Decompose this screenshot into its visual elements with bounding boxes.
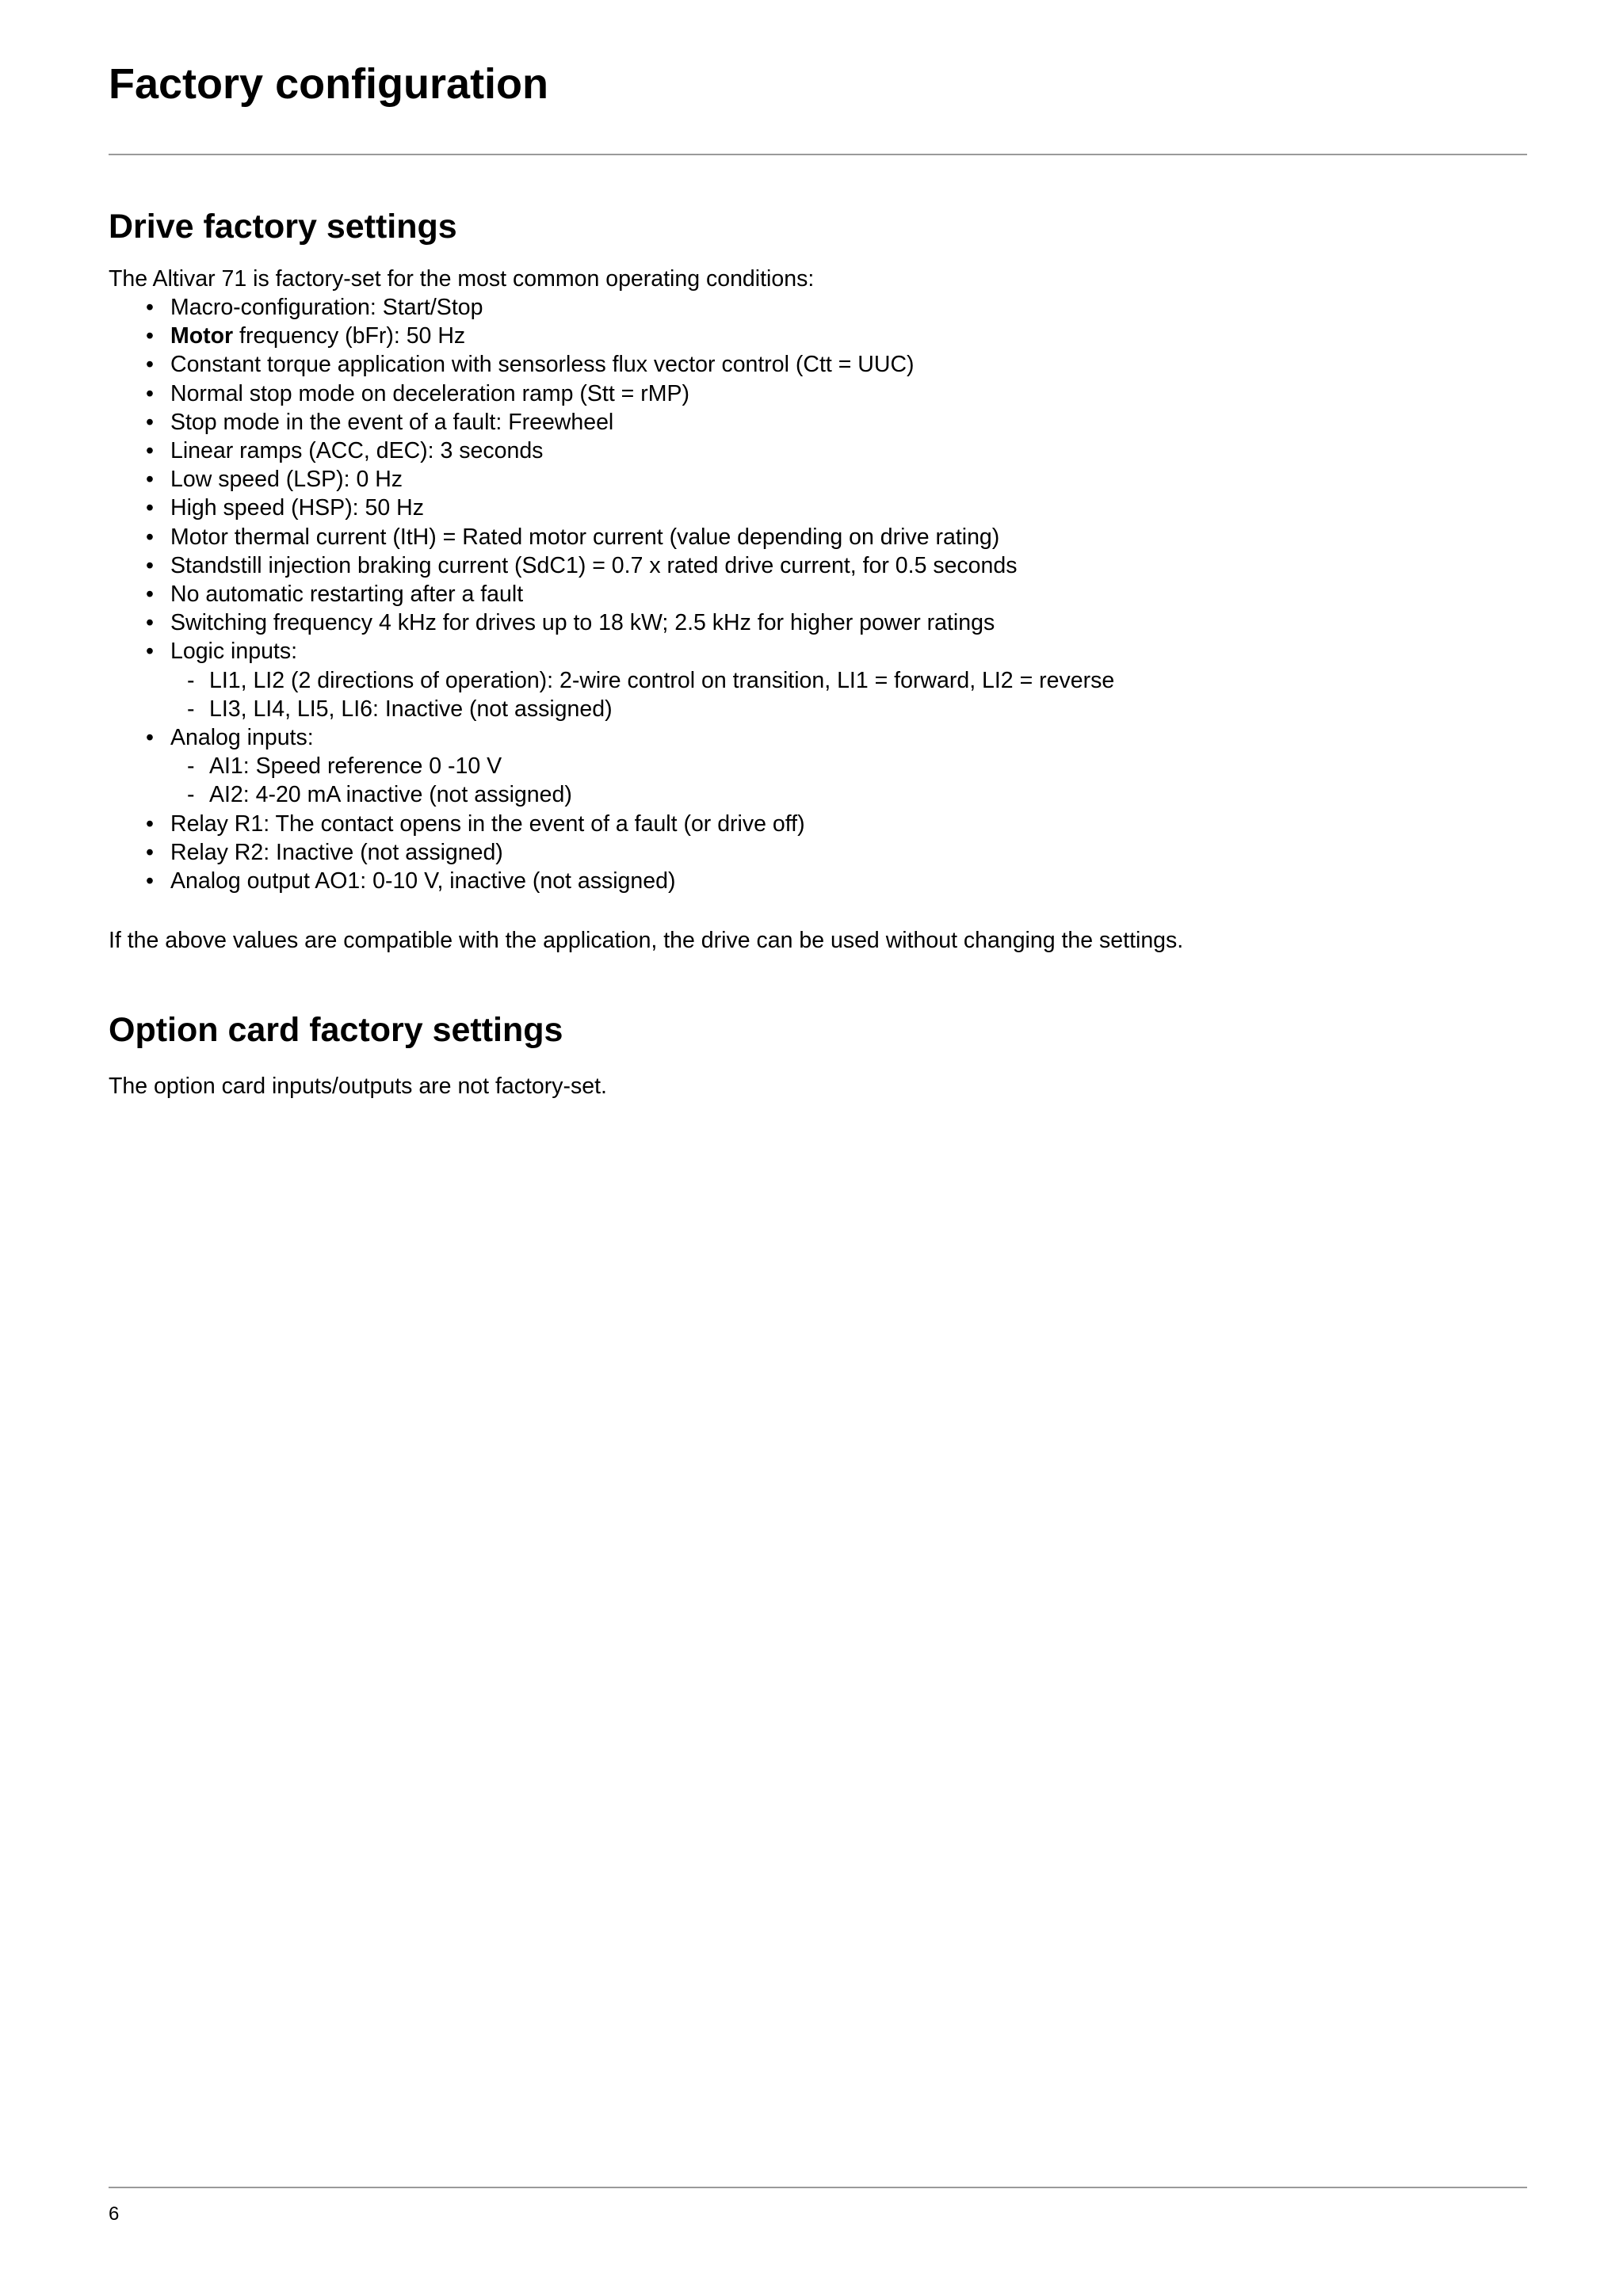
list-item: [109, 838, 1114, 867]
bullet-marker: •: [146, 610, 154, 636]
bullet-marker: •: [146, 810, 154, 837]
bullet-marker: •: [146, 323, 154, 349]
drive-settings-list: [109, 293, 1114, 895]
list-item-text: Macro-configuration: Start/Stop: [170, 295, 483, 320]
list-item-text: No automatic restarting after a fault: [170, 582, 524, 608]
list-item: [109, 437, 1114, 465]
bullet-marker: •: [146, 639, 154, 665]
list-item: [109, 608, 1114, 637]
list-item-text: Stop mode in the event of a fault: Freewheel: [170, 409, 614, 435]
list-item-text: Standstill injection braking current (SdC1) = 0.7 x rated drive current, for 0.5 seconds: [170, 552, 1018, 578]
dash-marker: -: [187, 753, 195, 780]
list-item-text: High speed (HSP): 50 Hz: [170, 495, 424, 521]
list-item: [109, 523, 1114, 551]
list-item-text: LI1, LI2 (2 directions of operation): 2-wire control on transition, LI1 = forward, LI2 = reverse: [209, 667, 1115, 693]
list-item-text: AI1: Speed reference 0 -10 V: [209, 753, 502, 780]
list-item: [109, 551, 1114, 580]
bullet-marker: •: [146, 495, 154, 521]
list-item-text: Analog output AO1: 0-10 V, inactive (not assigned): [170, 868, 676, 894]
bullet-marker: •: [146, 438, 154, 464]
list-item-emphasis: Motor: [170, 323, 234, 349]
list-item: [109, 637, 1114, 666]
sub-list-item: [109, 695, 1114, 723]
list-item-text: Relay R1: The contact opens in the event of a fault (or drive off): [170, 810, 805, 837]
page-number: 6: [109, 2203, 120, 2225]
bullet-marker: •: [146, 295, 154, 320]
bullet-marker: •: [146, 725, 154, 751]
dash-marker: -: [187, 696, 195, 722]
footer-divider: [109, 2187, 1527, 2188]
list-item: [109, 810, 1114, 838]
sub-list-item: [109, 780, 1114, 809]
list-item-text: Motor thermal current (ItH) = Rated motor current (value depending on drive rating): [170, 524, 1000, 550]
list-item: [109, 494, 1114, 522]
bullet-marker: •: [146, 552, 154, 578]
list-item-text: LI3, LI4, LI5, LI6: Inactive (not assigned): [209, 696, 613, 722]
list-item: [109, 350, 1114, 379]
list-item: [109, 723, 1114, 752]
bullet-marker: •: [146, 380, 154, 406]
list-item-text: Analog inputs:: [170, 725, 314, 751]
dash-marker: -: [187, 667, 195, 693]
bullet-marker: •: [146, 524, 154, 550]
list-item-text: Low speed (LSP): 0 Hz: [170, 467, 403, 493]
list-item: [109, 867, 1114, 895]
bullet-marker: •: [146, 839, 154, 865]
bullet-marker: •: [146, 582, 154, 608]
sub-list-item: [109, 666, 1114, 695]
list-item-text: Normal stop mode on deceleration ramp (Stt = rMP): [170, 380, 689, 406]
list-item: [109, 293, 1114, 322]
list-item-text: AI2: 4-20 mA inactive (not assigned): [209, 782, 572, 808]
sub-list-item: [109, 752, 1114, 780]
list-item: [109, 408, 1114, 437]
dash-marker: -: [187, 782, 195, 808]
option-card-heading: Option card factory settings: [109, 1011, 563, 1049]
header-divider: [109, 154, 1527, 155]
list-item: [109, 322, 1114, 350]
list-item-text: Constant torque application with sensorless flux vector control (Ctt = UUC): [170, 352, 915, 378]
list-item-text: Logic inputs:: [170, 639, 298, 665]
option-card-text: The option card inputs/outputs are not factory-set.: [109, 1074, 607, 1099]
drive-settings-heading: Drive factory settings: [109, 208, 457, 246]
list-item: [109, 580, 1114, 608]
list-item-text: Relay R2: Inactive (not assigned): [170, 839, 503, 865]
list-item-text: frequency (bFr): 50 Hz: [233, 323, 466, 349]
list-item: [109, 465, 1114, 494]
bullet-marker: •: [146, 868, 154, 894]
list-item: [109, 379, 1114, 408]
page-title: Factory configuration: [109, 60, 549, 108]
list-item-text: Switching frequency 4 kHz for drives up to 18 kW; 2.5 kHz for higher power ratings: [170, 610, 995, 636]
bullet-marker: •: [146, 352, 154, 378]
list-item-text: Linear ramps (ACC, dEC): 3 seconds: [170, 438, 544, 464]
drive-settings-note: If the above values are compatible with the application, the drive can be used without changing the settings.: [109, 928, 1184, 953]
drive-settings-intro: The Altivar 71 is factory-set for the most common operating conditions:: [109, 266, 815, 292]
bullet-marker: •: [146, 409, 154, 435]
bullet-marker: •: [146, 467, 154, 493]
